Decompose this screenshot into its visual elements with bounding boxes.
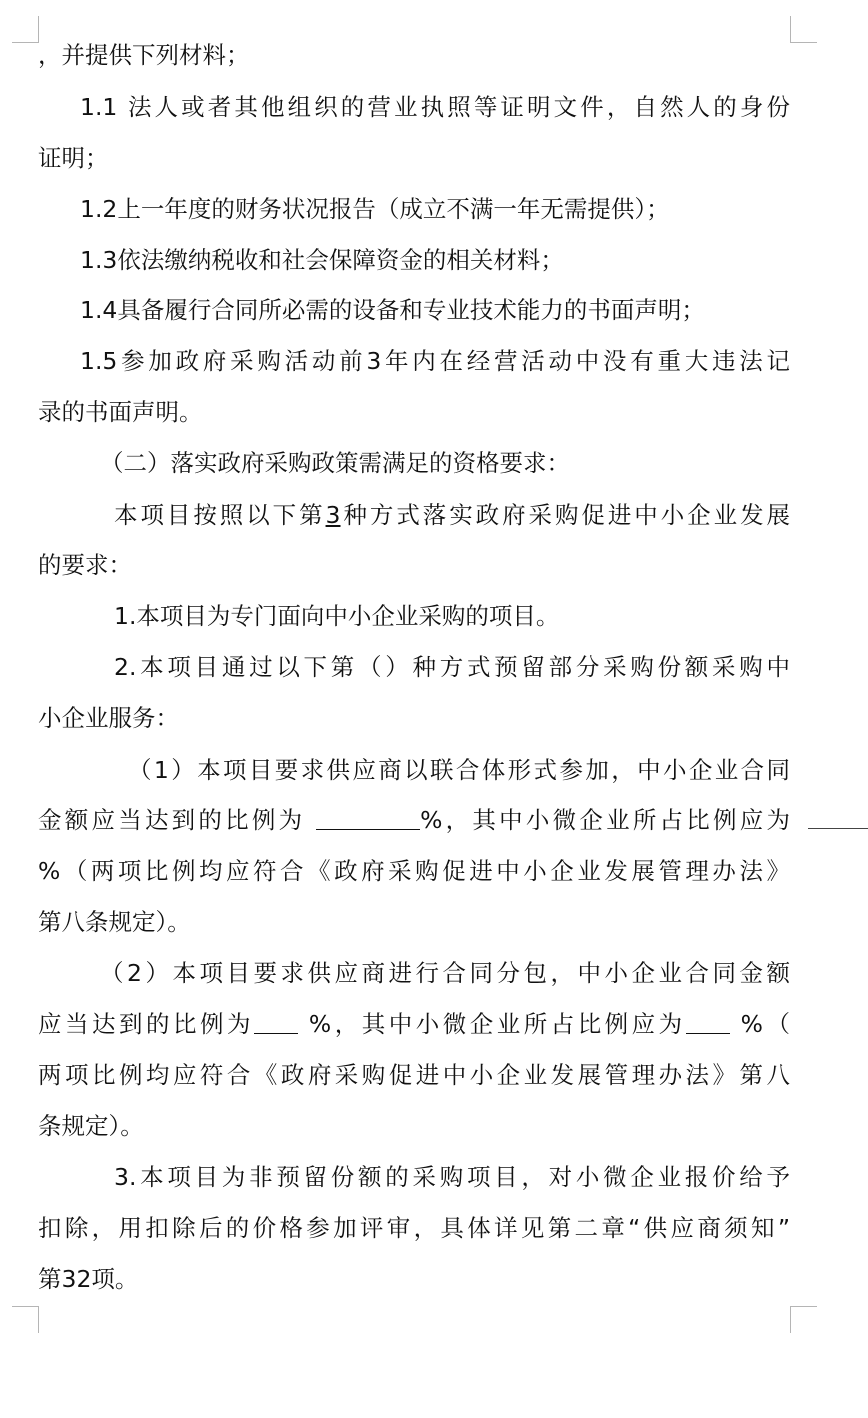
text-segment: 种方式落实政府采购促进中小企业发展	[340, 501, 790, 529]
text-line: 录的书面声明。	[38, 398, 203, 426]
page-corner-mark-top-left	[12, 16, 39, 43]
text-line: 第32项。	[38, 1265, 139, 1293]
text-line: 扣除，用扣除后的价格参加评审，具体详见第二章“供应商须知”	[38, 1214, 790, 1242]
text-line: 1.1 法人或者其他组织的营业执照等证明文件，自然人的身份	[80, 93, 790, 121]
percentage-blank	[686, 1011, 730, 1034]
text-line: 1.2上一年度的财务状况报告（成立不满一年无需提供）；	[80, 195, 670, 223]
page-corner-mark-bottom-left	[12, 1306, 39, 1333]
text-line: 3.本项目为非预留份额的采购项目，对小微企业报价给予	[114, 1163, 790, 1191]
text-segment: 应当达到的比例为	[38, 1010, 254, 1038]
text-line: 1.本项目为专门面向中小企业采购的项目。	[114, 602, 560, 630]
text-line: 证明；	[38, 144, 109, 172]
margin-rule	[808, 828, 868, 829]
text-line: 1.4具备履行合同所必需的设备和专业技术能力的书面声明；	[80, 296, 705, 324]
text-line	[114, 500, 790, 530]
text-line: 2.本项目通过以下第（）种方式预留部分采购份额采购中	[114, 653, 790, 681]
method-number: 3	[325, 501, 341, 529]
text-line	[38, 805, 790, 835]
text-line: 1.5参加政府采购活动前3年内在经营活动中没有重大违法记	[80, 347, 790, 375]
text-segment: 金额应当达到的比例为	[38, 806, 306, 834]
text-segment: %，其中小微企业所占比例应为	[420, 806, 790, 834]
text-segment: 本项目按照以下第	[114, 501, 326, 529]
section-heading: （二）落实政府采购政策需满足的资格要求：	[100, 449, 570, 477]
text-line	[38, 1009, 790, 1039]
text-line: 条规定）。	[38, 1112, 144, 1140]
percentage-blank	[316, 807, 420, 830]
percentage-blank	[254, 1011, 298, 1034]
page-corner-mark-bottom-right	[790, 1306, 817, 1333]
text-line: （1）本项目要求供应商以联合体形式参加，中小企业合同	[128, 756, 790, 784]
text-segment: %（	[740, 1010, 790, 1038]
text-line: %（两项比例均应符合《政府采购促进中小企业发展管理办法》	[38, 857, 790, 885]
text-line: ，并提供下列材料；	[38, 41, 250, 69]
text-line: 第八条规定）。	[38, 908, 191, 936]
page-corner-mark-top-right	[790, 16, 817, 43]
text-segment: %，其中小微企业所占比例应为	[308, 1010, 686, 1038]
text-line: 1.3依法缴纳税收和社会保障资金的相关材料；	[80, 246, 564, 274]
text-line: 两项比例均应符合《政府采购促进中小企业发展管理办法》第八	[38, 1061, 790, 1089]
text-line: 的要求：	[38, 551, 132, 579]
text-line: （2）本项目要求供应商进行合同分包，中小企业合同金额	[100, 959, 790, 987]
text-line: 小企业服务：	[38, 704, 179, 732]
